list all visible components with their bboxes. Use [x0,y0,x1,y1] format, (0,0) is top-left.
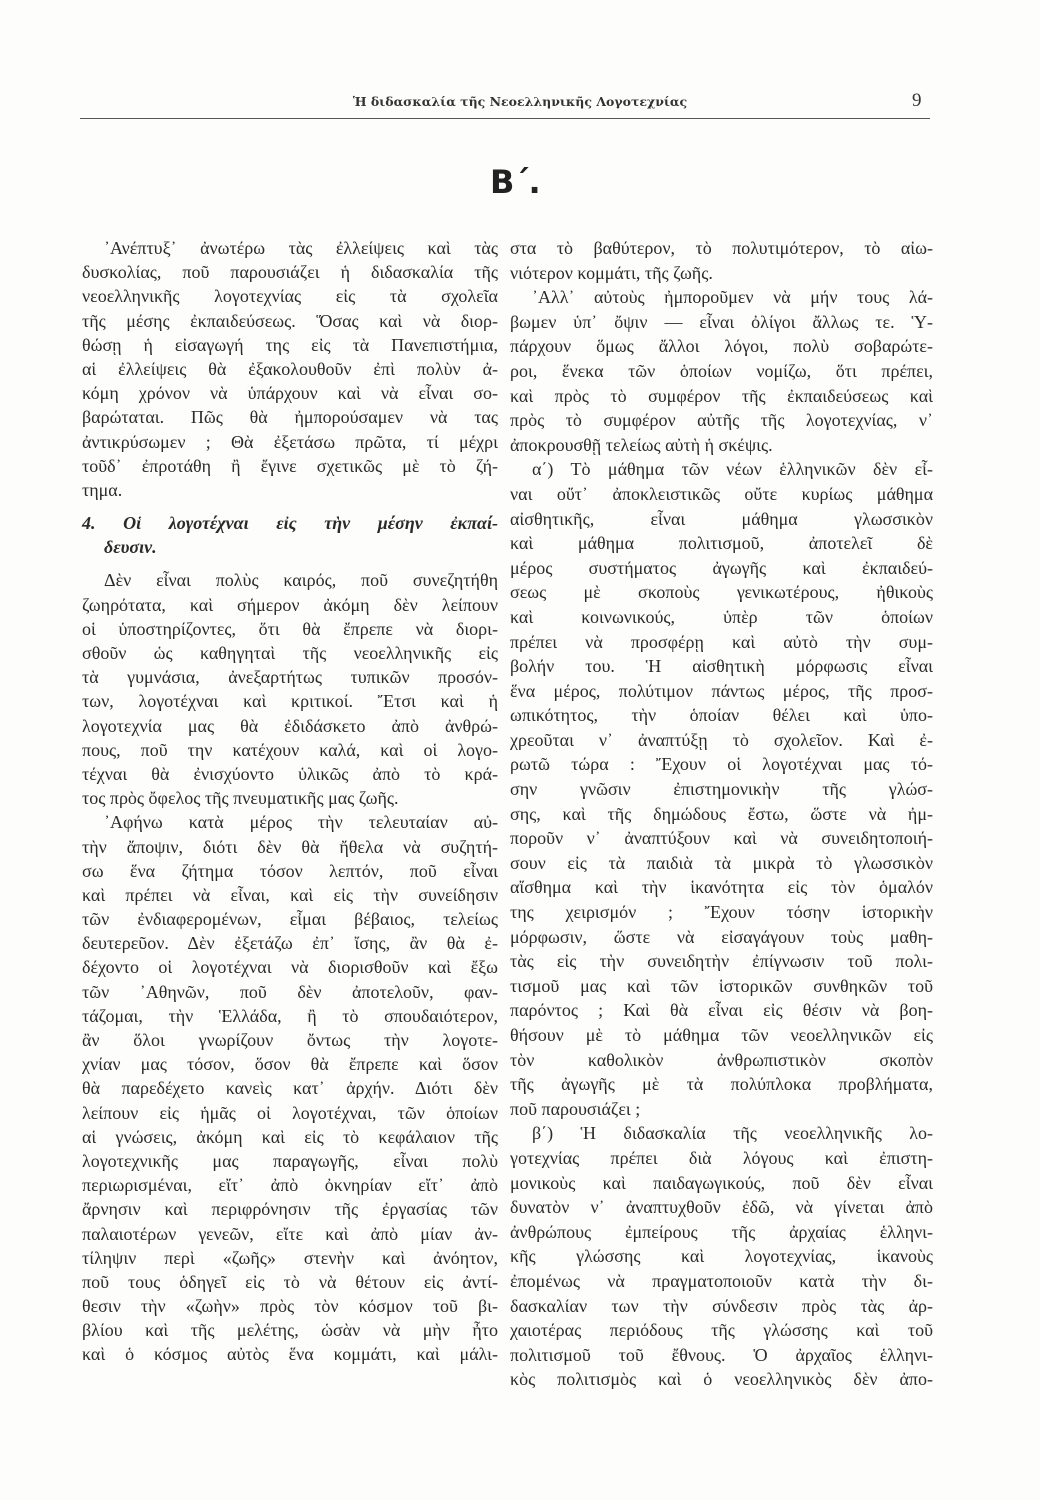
text-line: ρωτῶ τώρα : Ἔχουν οἱ λογοτέχναι μας τό- [510,754,933,775]
text-line: τίληψιν περὶ «ζωῆς» στενὴν καὶ ἀνόητον, [82,1247,498,1268]
text-line: δυσκολίας, ποῦ παρουσιάζει ἡ διδασκαλία τῆς [82,262,498,283]
text-line: τῆς ἀγωγῆς μὲ τὰ πολύπλοκα προβλήματα, [510,1074,933,1095]
paragraph [82,810,498,1366]
text-line: ἄρνησιν καὶ περιφρόνησιν τῆς ἐργασίας τῶν [82,1199,498,1220]
text-line: α΄) Τὸ μάθημα τῶν νέων ἑλληνικῶν δὲν εἶ- [532,459,933,480]
text-line: τῶν ἐνδιαφερομένων, εἶμαι βέβαιος, τελείως [82,909,498,930]
text-line: παρόντος ; Καὶ θὰ εἶναι εἰς θέσιν νὰ βοη- [510,1000,933,1021]
text-line: λείπουν εἰς ἡμᾶς οἱ λογοτέχναι, τῶν ὁποίων [82,1102,498,1123]
page-number: 9 [912,90,922,111]
text-line: λογοτεχνία μας θὰ ἐδιδάσκετο ἀπὸ ἀνθρώ- [82,715,498,736]
text-line: δευσιν. [104,537,157,558]
running-title: Ἡ διδασκαλία τῆς Νεοελληνικῆς Λογοτεχνίας [352,94,688,109]
text-line: ᾿Ανέπτυξ᾿ ἀνωτέρω τὰς ἐλλείψεις καὶ τὰς [104,238,498,258]
text-line: καὶ πρὸς τὸ συμφέρον τῆς ἐκπαιδεύσεως καὶ [510,385,933,406]
text-line: τὰς εἰς τὴν συνειδητὴν ἐπίγνωσιν τοῦ πολι- [510,951,933,972]
text-line: ποροῦν ν᾿ ἀναπτύξουν καὶ νὰ συνειδητοποιή- [510,828,933,849]
text-line: δυνατὸν ν᾿ ἀναπτυχθοῦν ἐδῶ, νὰ γίνεται ἀπὸ [510,1197,933,1218]
text-line: ἕνα μέρος, πολύτιμον πάντως μέρος, τῆς προσ- [510,680,933,701]
text-line: βαρώταται. Πῶς θὰ ἠμπορούσαμεν νὰ τας [82,407,498,428]
text-line: ροι, ἕνεκα τῶν ὁποίων νομίζω, ὅτι πρέπει, [510,360,933,381]
text-line: 4. Οἱ λογοτέχναι εἰς τὴν μέσην ἐκπαί- [82,513,498,534]
text-line: κόμη χρόνον νὰ ὑπάρχουν καὶ νὰ εἶναι σο- [82,383,498,404]
text-line: τισμοῦ μας καὶ τῶν ἱστορικῶν συνθηκῶν τοῦ [510,975,933,996]
text-line: βλίου καὶ τῆς μελέτης, ὡσὰν νὰ μὴν ἦτο [82,1320,498,1341]
text-line: βολήν του. Ἡ αἰσθητικὴ μόρφωσις εἶναι [510,656,933,677]
text-line: ωπικότητος, τὴν ὁποίαν θέλει καὶ ὑπο- [510,705,933,726]
text-line: τος πρὸς ὄφελος τῆς πνευματικῆς μας ζωῆς. [82,788,399,809]
text-line: δέχοντο οἱ λογοτέχναι νὰ διορισθοῦν καὶ ἔξω [82,957,498,978]
text-line: λογοτεχνικῆς μας παραγωγῆς, εἶναι πολὺ [82,1150,498,1171]
paragraph [510,285,933,457]
text-line: πους, ποῦ την κατέχουν καλά, καὶ οἱ λογο- [82,739,498,760]
text-line: τέχναι θὰ ἐνισχύοντο ὑλικῶς ἀπὸ τὸ κρά- [82,763,498,784]
text-line: πάρχουν ὅμως ἄλλοι λόγοι, πολὺ σοβαρώτε- [510,336,933,357]
text-line: ᾿Αφήνω κατὰ μέρος τὴν τελευταίαν αὐ- [104,812,498,833]
text-line: νεοελληνικῆς λογοτεχνίας εἰς τὰ σχολεῖα [82,286,498,307]
text-line: καὶ ὁ κόσμος αὐτὸς ἕνα κομμάτι, καὶ μάλι- [82,1344,498,1365]
text-line: τὴν ἄποψιν, διότι δὲν θὰ ἤθελα νὰ συζητή- [82,836,498,857]
text-line: δασκαλίαν των τὴν σύνδεσιν πρὸς τὰς ἀρ- [510,1295,933,1316]
text-line: τὸν καθολικὸν ἀνθρωπιστικὸν σκοπὸν [510,1049,933,1070]
header-rule [80,118,930,119]
text-line: τὰ γυμνάσια, ἀνεξαρτήτως τυπικῶν προσόν- [82,667,498,688]
text-line: αἰσθητικῆς, εἶναι μάθημα γλωσσικὸν [510,508,933,529]
text-line: μονικοὺς καὶ παιδαγωγικούς, ποῦ δὲν εἶναι [510,1172,933,1193]
text-line: στα τὸ βαθύτερον, τὸ πολυτιμότερον, τὸ αἰω- [510,238,933,258]
text-line: χαιοτέρας περιόδους τῆς γλώσσης καὶ τοῦ [510,1320,933,1341]
paragraph [82,236,498,502]
paragraph [510,457,933,1121]
text-line: σουν εἰς τὰ παιδιὰ τὰ μικρὰ τὸ γλωσσικὸν [510,852,933,873]
text-line: μέρος συστήματος ἀγωγῆς καὶ ἐκπαιδεύ- [510,557,933,578]
left-column [82,236,498,1367]
text-line: σεως μὲ σκοποὺς γενικωτέρους, ἠθικοὺς [510,582,933,603]
text-line: θὰ παρεδέχετο κανεὶς κατ᾿ ἀρχήν. Διότι δὲν [82,1078,498,1099]
paragraph [82,568,498,810]
text-line: αἱ ἐλλείψεις θὰ ἐξακολουθοῦν ἐπὶ πολὺν ἀ- [82,358,498,379]
text-line: ἀνθρώπους ἐμπείρους τῆς ἀρχαίας ἑλληνι- [510,1221,933,1242]
text-line: θήσουν μὲ τὸ μάθημα τῶν νεοελληνικῶν εἰς [510,1025,933,1045]
text-line: δευτερεῦον. Δὲν ἐξετάζω ἐπ᾿ ἴσης, ἂν θὰ ἐ- [82,933,498,954]
text-line: χρεοῦται ν᾿ ἀναπτύξῃ τὸ σχολεῖον. Καὶ ἐ- [510,729,933,750]
text-line: ἂν ὅλοι γνωρίζουν ὄντως τὴν λογοτε- [82,1030,498,1050]
text-line: πρὸς τὸ συμφέρον αὐτῆς τῆς λογοτεχνίας, ν᾿ [510,410,933,431]
text-line: ἀντικρύσωμεν ; Θὰ ἐξετάσω πρῶτα, τί μέχρι [82,431,498,452]
text-line: θώσῃ ἡ εἰσαγωγή της εἰς τὰ Πανεπιστήμια, [82,334,498,355]
text-line: πολιτισμοῦ τοῦ ἔθνους. Ὁ ἀρχαῖος ἑλληνι- [510,1344,933,1365]
text-line: τάζομαι, τὴν Ἑλλάδα, ἢ τὸ σπουδαιότερον, [82,1005,498,1026]
text-line: σης, καὶ τῆς δημώδους ἔστω, ὥστε νὰ ἠμ- [510,803,933,824]
text-line: καὶ κοινωνικούς, ὑπὲρ τῶν ὁποίων [510,606,933,627]
text-line: θεσιν τὴν «ζωὴν» πρὸς τὸν κόσμον τοῦ βι- [82,1296,498,1317]
text-line: ποῦ παρουσιάζει ; [510,1098,641,1119]
text-line: ζωηρότατα, καὶ σήμερον ἀκόμη δὲν λείπουν [82,594,498,615]
text-line: αἱ γνώσεις, ἀκόμη καὶ εἰς τὸ κεφάλαιον τῆς [82,1126,498,1147]
text-line: τημα. [82,479,123,500]
text-line: οἱ ὑποστηρίζοντες, ὅτι θὰ ἔπρεπε νὰ διορι- [82,618,498,639]
text-line: καὶ πρέπει νὰ εἶναι, καὶ εἰς τὴν συνείδησιν [82,884,498,905]
right-column [510,236,933,1392]
text-line: Δὲν εἶναι πολὺς καιρός, ποῦ συνεζητήθη [104,570,498,591]
text-line: ᾿Αλλ᾿ αὐτοὺς ἠμποροῦμεν νὰ μήν τους λά- [532,287,933,308]
text-line: παλαιοτέρων γενεῶν, εἴτε καὶ ἀπὸ μίαν ἀν- [82,1223,498,1244]
text-line: ποῦ τους ὁδηγεῖ εἰς τὸ νὰ θέτουν εἰς ἀντί- [82,1271,498,1292]
text-line: μόρφωσιν, ὥστε νὰ εἰσαγάγουν τοὺς μαθη- [510,926,933,947]
text-line: ἐπομένως νὰ πραγματοποιοῦν κατὰ τὴν δι- [510,1270,933,1291]
text-line: τῆς μέσης ἐκπαιδεύσεως. Ὅσας καὶ νὰ διορ- [82,310,498,331]
text-line: γοτεχνίας πρέπει διὰ λόγους καὶ ἐπιστη- [510,1147,933,1168]
text-line: σω ἕνα ζήτημα τόσον λεπτόν, ποῦ εἶναι [82,860,498,881]
text-line: β΄) Ἡ διδασκαλία τῆς νεοελληνικῆς λο- [532,1123,933,1144]
text-line: τοῦδ᾿ ἐπροτάθη ἢ ἔγινε σχετικῶς μὲ τὸ ζή- [82,455,498,476]
text-line: νιότερον κομμάτι, τῆς ζωῆς. [510,262,713,283]
text-line: σθοῦν ὡς καθηγηταὶ τῆς νεοελληνικῆς εἰς [82,643,498,663]
text-line: καὶ μάθημα πολιτισμοῦ, ἀποτελεῖ δὲ [510,533,933,554]
text-line: περιωρισμέναι, εἴτ᾿ ἀπὸ ὀκνηρίαν εἴτ᾿ ἀπὸ [82,1175,498,1196]
text-line: της χειρισμόν ; Ἔχουν τόσην ἱστορικὴν [510,902,933,923]
text-line: αἴσθημα καὶ τὴν ἱκανότητα εἰς τὸν ὁμαλόν [510,877,933,898]
section-mark: Β΄. [490,163,541,201]
section-heading [82,511,498,559]
text-line: των, λογοτέχναι καὶ κριτικοί. Ἔτσι καὶ ἡ [82,691,498,712]
text-line: ἀποκρουσθῇ τελείως αὐτὴ ἡ σκέψις. [510,434,773,455]
text-line: σην γνῶσιν ἐπιστημονικὴν τῆς γλώσ- [510,779,933,800]
text-line: κῆς γλώσσης καὶ λογοτεχνίας, ἱκανοὺς [510,1246,933,1267]
text-line: ναι οὔτ᾿ ἀποκλειστικῶς οὔτε κυρίως μάθημα [510,483,933,504]
text-line: βωμεν ὑπ᾿ ὄψιν — εἶναι ὀλίγοι ἄλλως τε. Ὑ- [510,311,933,332]
text-line: πρέπει νὰ προσφέρῃ καὶ αὐτὸ τὴν συμ- [510,631,933,652]
text-line: χνίαν μας τόσον, ὅσον θὰ ἔπρεπε καὶ ὅσον [82,1054,498,1075]
paragraph [510,1121,933,1392]
text-line: τῶν ᾿Αθηνῶν, ποῦ δὲν ἀποτελοῦν, φαν- [82,981,498,1002]
paragraph [510,236,933,285]
text-line: κὸς πολιτισμὸς καὶ ὁ νεοελληνικὸς δὲν ἀπο- [510,1369,933,1390]
